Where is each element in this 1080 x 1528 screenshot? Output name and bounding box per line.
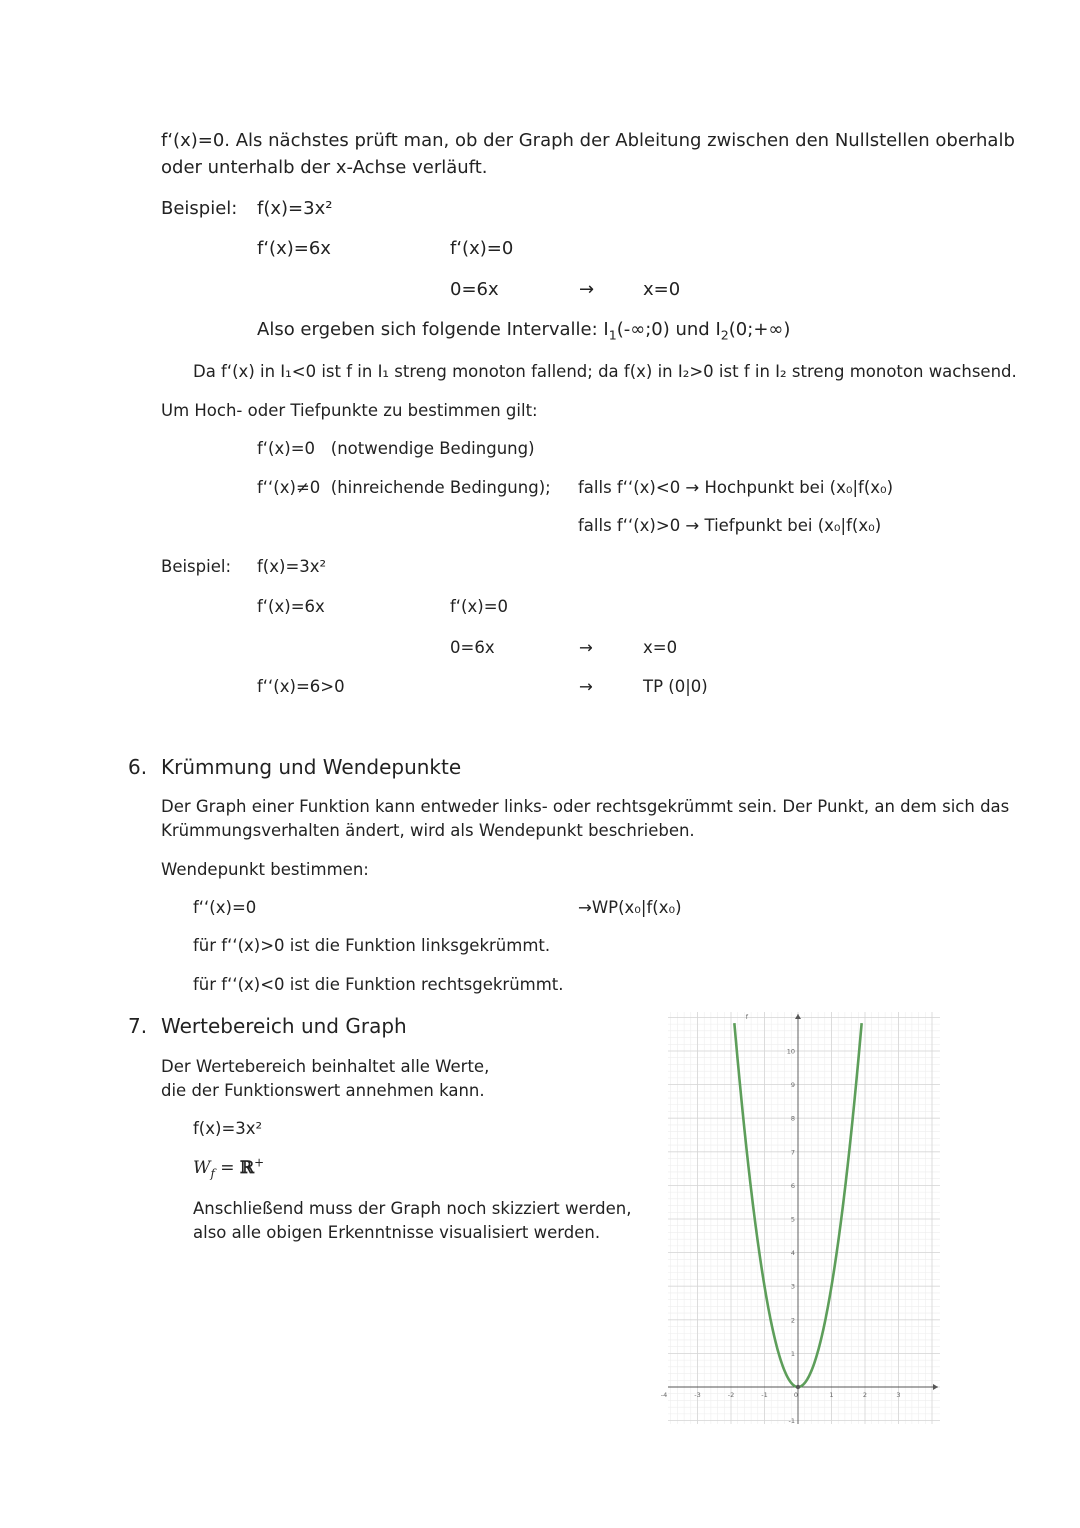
y-tick-label: 3 <box>790 1282 795 1291</box>
range-formula: $W_f$ = ℝ+ <box>193 1155 265 1181</box>
x-axis-arrow-icon <box>933 1384 938 1390</box>
x-tick-label: -4 <box>660 1391 668 1399</box>
inflection-subheading: Wendepunkt bestimmen: <box>161 860 369 879</box>
sufficient-condition: f‘‘(x)≠0 (hinreichende Bedingung); <box>257 478 551 497</box>
minimum-case: falls f‘‘(x)>0 → Tiefpunkt bei (x₀|f(x₀) <box>578 516 882 535</box>
section-7-title: Wertebereich und Graph <box>161 1014 407 1038</box>
example-1-intervals: Also ergeben sich folgende Intervalle: $I_1(-\infty;0)$ und $I_2(0;+\infty)$ <box>257 319 791 343</box>
example-2-equation: 0=6x <box>450 638 495 657</box>
example-2-second-derivative: f‘‘(x)=6>0 <box>257 677 345 696</box>
x-tick-label: 1 <box>829 1391 834 1399</box>
y-axis-arrow-icon <box>795 1014 801 1019</box>
example-2-function: f(x)=3x² <box>257 557 327 576</box>
example-1-function: f(x)=3x² <box>257 198 333 219</box>
section-7-text-1: Der Wertebereich beinhaltet alle Werte, <box>161 1057 490 1076</box>
section-7-function: f(x)=3x² <box>193 1119 263 1138</box>
example-2-turning-point: TP (0|0) <box>643 677 708 696</box>
example-2-label: Beispiel: <box>161 557 232 576</box>
section-7-text-2: die der Funktionswert annehmen kann. <box>161 1081 485 1100</box>
necessary-condition: f‘(x)=0 (notwendige Bedingung) <box>257 439 535 458</box>
inflection-point: →WP(x₀|f(x₀) <box>578 898 682 917</box>
example-1-conclusion: Da f‘(x) in I₁<0 ist f in I₁ streng monoton fallend; da f(x) in I₂>0 ist f in I₂ streng monoton wachsend. <box>193 362 1017 381</box>
right-curvature-rule: für f‘‘(x)<0 ist die Funktion rechtsgekrümmt. <box>193 975 564 994</box>
section-6-text-2: Krümmungsverhalten ändert, wird als Wendepunkt beschrieben. <box>161 821 695 840</box>
section-6-title: Krümmung und Wendepunkte <box>161 755 462 779</box>
x-tick-label: -3 <box>694 1391 701 1399</box>
intro-line-1: f‘(x)=0. Als nächstes prüft man, ob der Graph der Ableitung zwischen den Nullstellen oberhalb <box>161 130 1015 151</box>
x-tick-label: 0 <box>793 1391 799 1399</box>
example-1-solution: x=0 <box>643 279 681 300</box>
example-2-derivative-zero: f‘(x)=0 <box>450 597 509 616</box>
y-tick-label: 4 <box>790 1249 795 1258</box>
function-graph <box>660 1012 940 1426</box>
y-tick-label: 7 <box>790 1148 795 1157</box>
left-curvature-rule: für f‘‘(x)>0 ist die Funktion linksgekrümmt. <box>193 936 551 955</box>
x-tick-label: 2 <box>862 1391 868 1399</box>
example-2-solution: x=0 <box>643 638 678 657</box>
example-1-arrow: → <box>579 279 595 300</box>
y-tick-label: -1 <box>788 1417 795 1426</box>
extrema-heading: Um Hoch- oder Tiefpunkte zu bestimmen gilt: <box>161 401 538 420</box>
y-tick-label: 1 <box>790 1349 795 1358</box>
y-tick-label: 10 <box>786 1047 795 1056</box>
section-7-number: 7. <box>128 1014 148 1038</box>
intro-line-2: oder unterhalb der x-Achse verläuft. <box>161 157 488 178</box>
maximum-case: falls f‘‘(x)<0 → Hochpunkt bei (x₀|f(x₀) <box>578 478 894 497</box>
sketch-text-1: Anschließend muss der Graph noch skizziert werden, <box>193 1199 632 1218</box>
x-tick-label: -1 <box>761 1391 768 1399</box>
y-tick-label: 5 <box>790 1215 795 1224</box>
y-tick-label: 2 <box>790 1316 795 1325</box>
example-1-derivative: f‘(x)=6x <box>257 238 331 259</box>
curve-label: f <box>745 1013 749 1021</box>
sketch-text-2: also alle obigen Erkenntnisse visualisiert werden. <box>193 1223 601 1242</box>
y-tick-label: 9 <box>790 1081 795 1090</box>
example-1-equation: 0=6x <box>450 279 499 300</box>
section-6-text-1: Der Graph einer Funktion kann entweder links- oder rechtsgekrümmt sein. Der Punkt, an dem sich das <box>161 797 1010 816</box>
section-6-number: 6. <box>128 755 148 779</box>
vertex-point <box>796 1385 800 1389</box>
example-1-derivative-zero: f‘(x)=0 <box>450 238 514 259</box>
y-tick-label: 8 <box>790 1114 795 1123</box>
example-1-label: Beispiel: <box>161 198 238 219</box>
example-2-derivative: f‘(x)=6x <box>257 597 325 616</box>
example-2-arrow-1: → <box>579 638 593 657</box>
x-tick-label: 3 <box>896 1391 901 1399</box>
y-tick-label: 6 <box>790 1181 795 1190</box>
example-2-arrow-2: → <box>579 677 593 696</box>
inflection-condition: f‘‘(x)=0 <box>193 898 257 917</box>
x-tick-label: -2 <box>727 1391 735 1399</box>
